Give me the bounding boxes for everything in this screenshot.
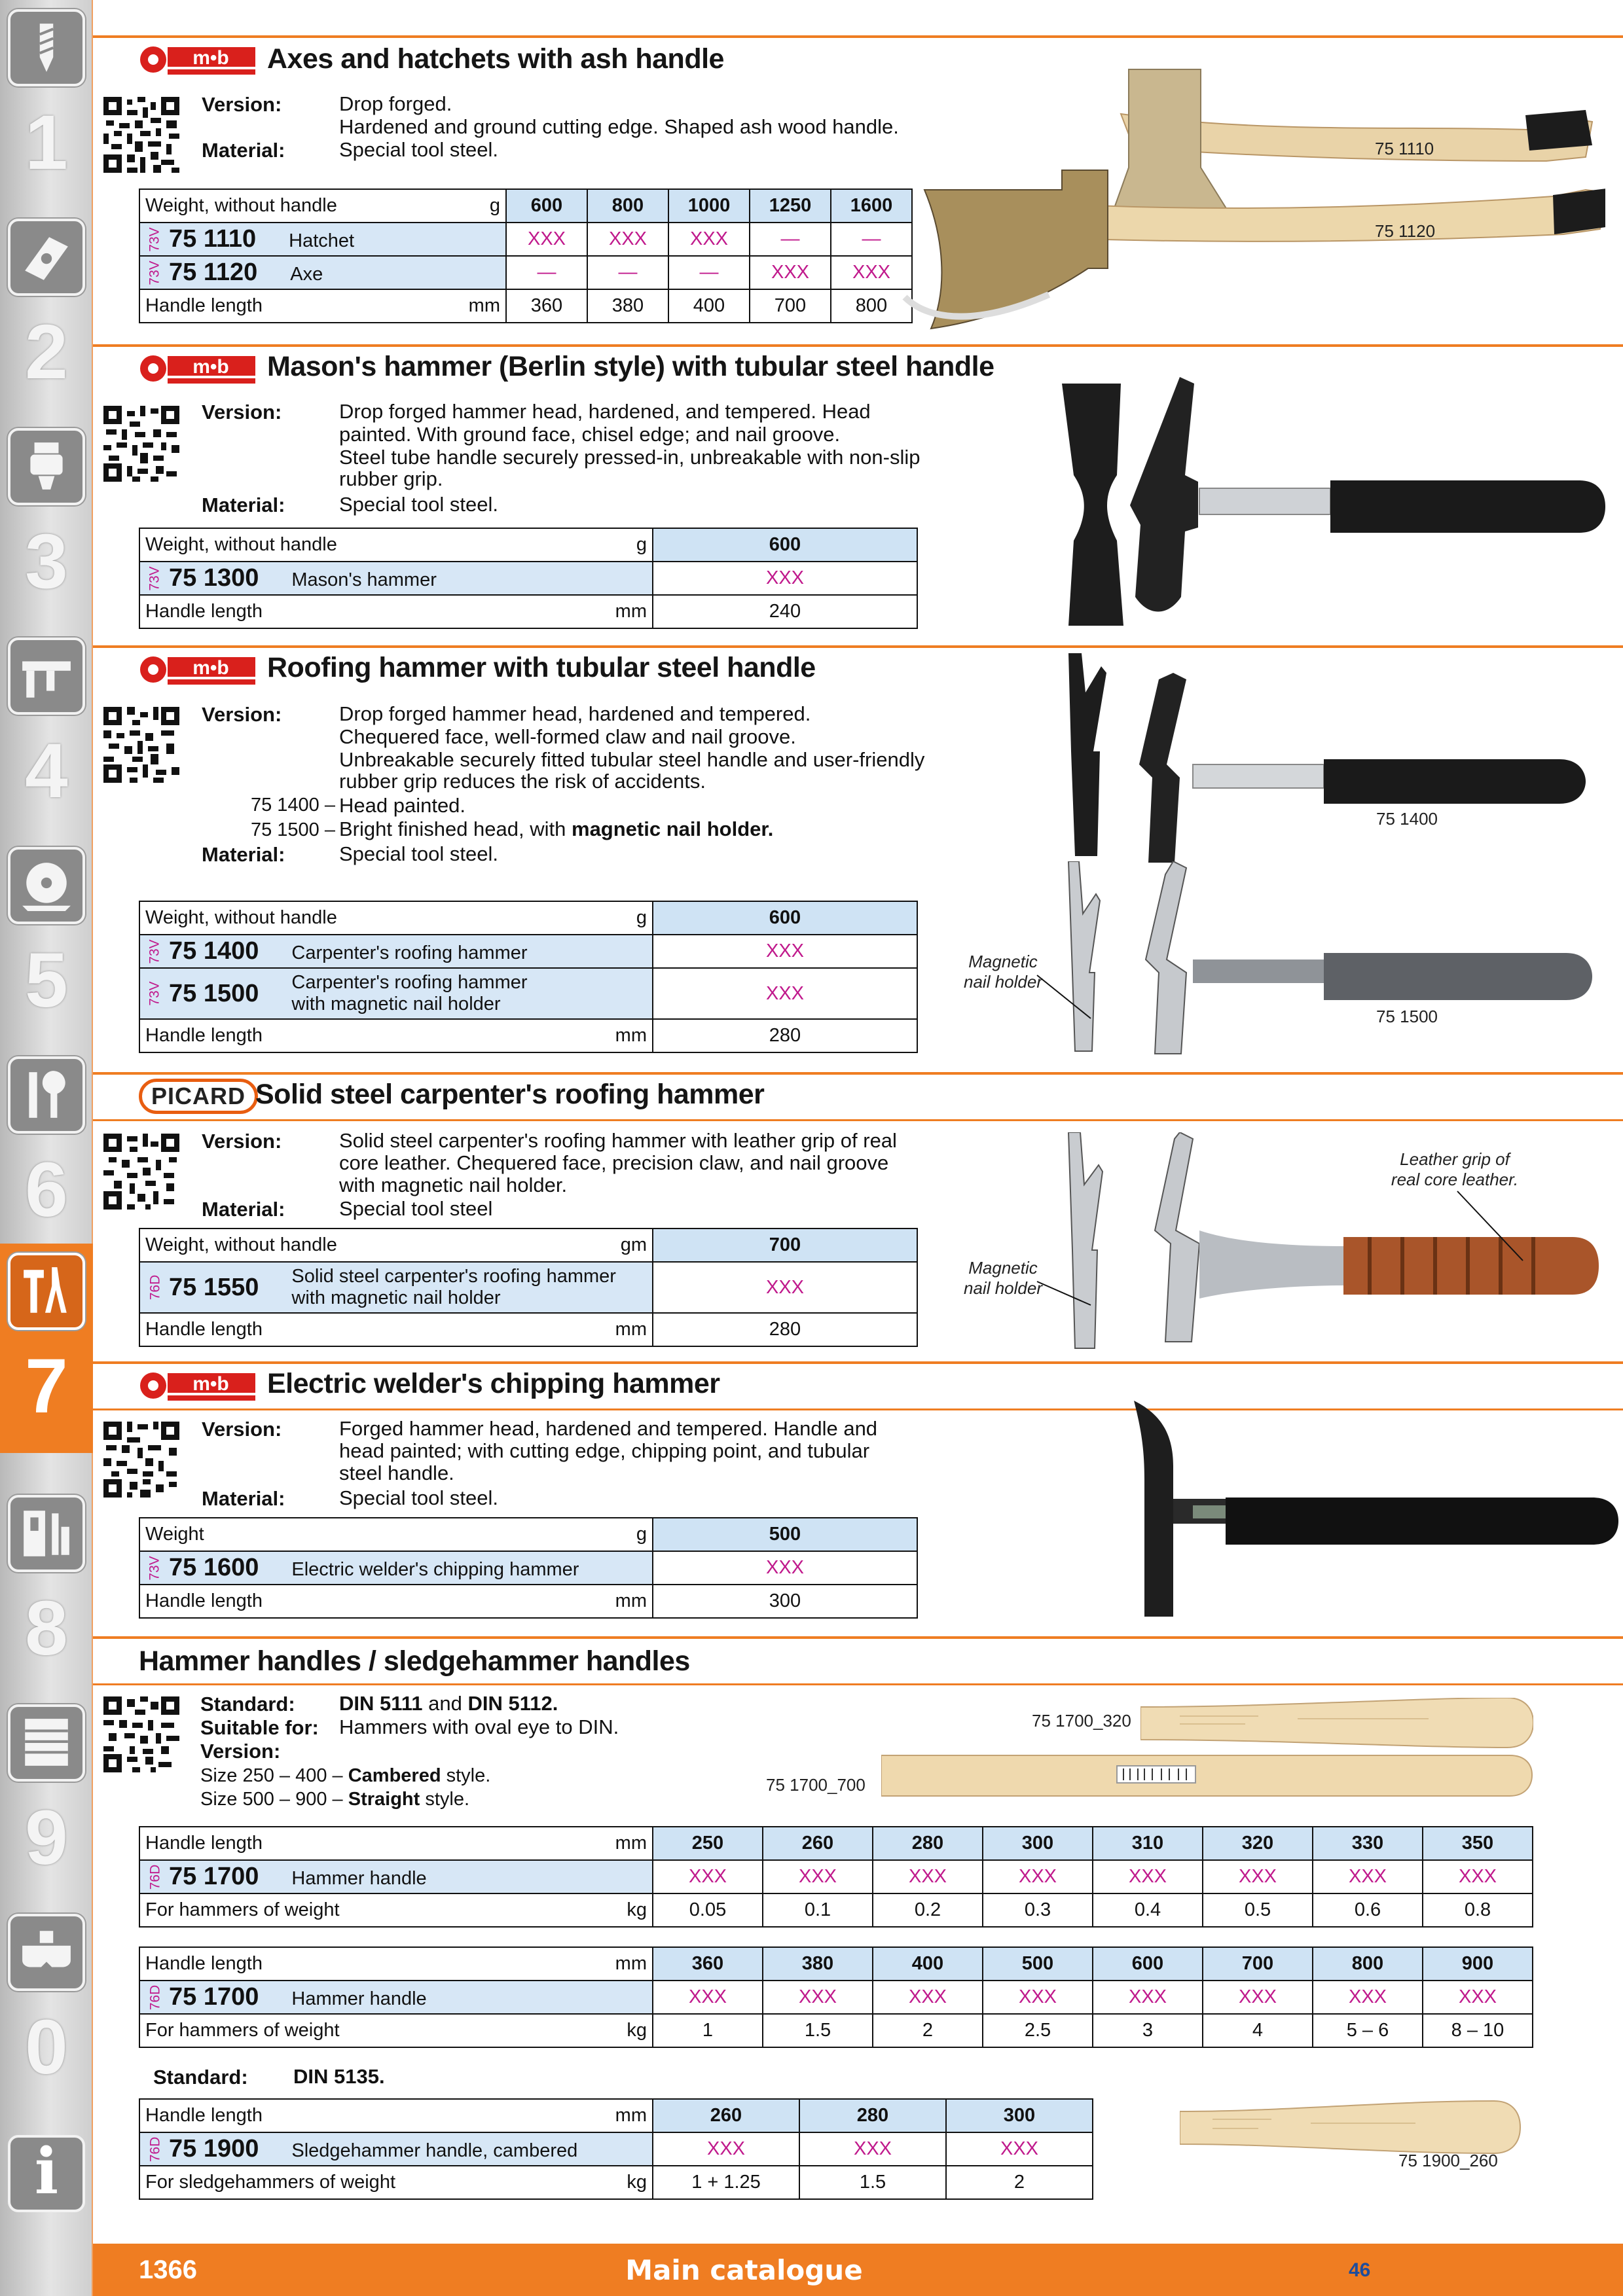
axe-illustration <box>898 62 1605 336</box>
solid-steel-hammer-illustration <box>1049 1132 1623 1355</box>
chapter-number: 5 <box>25 937 68 1024</box>
product-caption: 75 1900_260 <box>1398 2151 1498 2170</box>
table-row[interactable]: 73V 75 1400 Carpenter's roofing hammer XXX <box>139 935 917 968</box>
version-line: steel handle. <box>339 1462 454 1484</box>
suitable-label: Suitable for: <box>200 1716 319 1739</box>
standard-text: DIN 5111 and DIN 5112. <box>339 1692 558 1715</box>
leader-line <box>1036 1279 1101 1312</box>
page-footer <box>93 2244 1623 2296</box>
standard-text: DIN 5135. <box>293 2065 385 2088</box>
variant-text: Head painted. <box>339 794 466 817</box>
material-label: Material: <box>202 1487 285 1510</box>
chapter-tab-3[interactable] <box>0 419 93 628</box>
table-row[interactable]: 76D 75 1700 Hammer handle XXX XXX XXX XXX XXX XXX XXX XXX <box>139 1981 1533 2014</box>
version-line: Drop forged hammer head, hardened, and tempered. Head <box>339 400 871 423</box>
table-row[interactable]: 76D 75 1550 Solid steel carpenter's roofing hammer with magnetic nail holder XXX <box>139 1262 917 1313</box>
section-masons-hammer <box>93 344 1623 645</box>
product-caption: 75 1110 <box>1375 139 1434 158</box>
table-row[interactable]: 73V 75 1600 Electric welder's chipping hammer XXX <box>139 1551 917 1585</box>
material-text: Special tool steel. <box>339 842 498 865</box>
hammer-handle-320-illustration <box>1140 1698 1533 1749</box>
section-chipping-hammer <box>93 1361 1623 1636</box>
chapter-tab-6[interactable] <box>0 1047 93 1257</box>
masons-hammer-illustration <box>1042 377 1623 639</box>
chapter-tab-1[interactable] <box>0 0 93 209</box>
drill-bit-icon <box>8 9 85 86</box>
hammer-handle-700-illustration <box>881 1751 1533 1800</box>
section-solid-steel-roofing-hammer <box>93 1072 1623 1361</box>
spec-table-axes: Weight, without handle g 600 800 1000 1250 1600 73V 75 1110 Hatchet XXX XXX XXX — — 73V 75 1120 Axe — — — XXX XXX Handle length mm 360 380 400 700 800 <box>139 188 913 323</box>
qr-code[interactable] <box>103 1696 179 1772</box>
product-caption: 75 1700_320 <box>1032 1711 1131 1731</box>
chapter-number: 0 <box>25 2004 68 2090</box>
spec-table-masons-hammer: Weight, without handle g 600 73V 75 1300 Mason's hammer XXX Handle length mm 240 <box>139 528 918 629</box>
suitable-text: Hammers with oval eye to DIN. <box>339 1715 619 1738</box>
standard-label: Standard: <box>153 2066 248 2089</box>
version-label: Version: <box>202 93 282 116</box>
variant-prefix: 75 1500 – <box>250 819 335 840</box>
toolholder-icon <box>8 428 85 505</box>
roofing-hammer-1400-illustration <box>1049 653 1623 863</box>
chipping-hammer-illustration <box>1134 1401 1623 1636</box>
chapter-number: 8 <box>25 1585 68 1672</box>
wrench-icon <box>8 1056 85 1134</box>
material-label: Material: <box>202 493 285 516</box>
section-title: Electric welder's chipping hammer <box>267 1368 720 1399</box>
version-line: Hardened and ground cutting edge. Shaped ash wood handle. <box>339 115 899 138</box>
chapter-number: 2 <box>25 309 68 395</box>
annotation-magnetic-nail-holder: Magnetic nail holder <box>964 1258 1042 1298</box>
annotation-leather-grip: Leather grip of real core leather. <box>1391 1149 1519 1189</box>
chapter-sidebar <box>0 0 93 2296</box>
grinding-disc-icon <box>8 847 85 924</box>
section-divider <box>93 1072 1623 1075</box>
spec-table-solid-steel: Weight, without handle gm 700 76D 75 1550 Solid steel carpenter's roofing hammer with magnetic nail holder XXX Handle length mm 280 <box>139 1228 918 1347</box>
version-label: Version: <box>200 1740 281 1763</box>
qr-code[interactable] <box>103 97 179 173</box>
version-line: core leather. Chequered face, precision claw, and nail groove <box>339 1151 889 1174</box>
version-line: Drop forged hammer head, hardened and tempered. <box>339 702 811 725</box>
product-caption: 75 1500 <box>1376 1007 1438 1026</box>
material-text: Special tool steel <box>339 1197 493 1220</box>
chapter-tab-5[interactable] <box>0 838 93 1047</box>
version-line: Unbreakable securely fitted tubular steel handle and user-friendly <box>339 748 925 771</box>
section-divider <box>93 35 1623 38</box>
variant-text: Bright finished head, with magnetic nail holder. <box>339 817 774 840</box>
section-title: Axes and hatchets with ash handle <box>267 43 724 75</box>
section-title: Solid steel carpenter's roofing hammer <box>255 1079 765 1110</box>
chapter-number: 1 <box>25 99 68 186</box>
section-title: Mason's hammer (Berlin style) with tubular steel handle <box>267 351 994 382</box>
catalogue-title: Main catalogue <box>625 2254 863 2286</box>
spec-table-roofing-hammer: Weight, without handle g 600 73V 75 1400 Carpenter's roofing hammer XXX 73V 75 1500 Carpenter's roofing hammer with magnetic nail holder XXX Handle length mm 280 <box>139 901 918 1053</box>
info-tab[interactable]: i <box>8 2135 85 2212</box>
section-hammer-handles <box>93 1636 1623 2225</box>
workshop-tools-icon <box>8 1495 85 1572</box>
qr-code[interactable] <box>103 1134 179 1210</box>
picard-brand-logo: PICARD <box>139 1079 258 1114</box>
table-row[interactable]: 76D 75 1900 Sledgehammer handle, cambered XXX XXX XXX <box>139 2132 1093 2166</box>
size-line: Size 250 – 400 – Cambered style. <box>200 1765 491 1786</box>
table-row[interactable]: 73V 75 1110 Hatchet XXX XXX XXX — — <box>139 223 912 256</box>
section-divider <box>93 645 1623 648</box>
version-line: Forged hammer head, hardened and tempered. Handle and <box>339 1417 878 1440</box>
version-line: Chequered face, well-formed claw and nail groove. <box>339 725 796 748</box>
qr-code[interactable] <box>103 1422 179 1498</box>
cutting-insert-icon <box>8 219 85 296</box>
chapter-number: 7 <box>25 1343 68 1429</box>
spec-table-hammer-handles-2: Handle length mm 360 380 400 500 600 700 800 900 76D 75 1700 Hammer handle XXX XXX XXX XXX XXX XXX XXX XXX For hammers of weight kg 1 1.5 2 2.5 3 4 5 – 6 8 – 10 <box>139 1946 1533 2048</box>
svg-text:m•b: m•b <box>192 1373 229 1395</box>
section-divider <box>93 1361 1623 1364</box>
roofing-hammer-1500-illustration <box>1049 861 1623 1058</box>
chapter-number: 4 <box>25 728 68 814</box>
variant-prefix: 75 1400 – <box>250 795 335 816</box>
size-line: Size 500 – 900 – Straight style. <box>200 1789 470 1810</box>
qr-code[interactable] <box>103 707 179 783</box>
version-line: Solid steel carpenter's roofing hammer with leather grip of real <box>339 1129 897 1152</box>
chapter-tab-7[interactable] <box>0 1244 93 1453</box>
svg-text:m•b: m•b <box>192 47 229 69</box>
material-text: Special tool steel. <box>339 493 498 516</box>
section-subdivider <box>93 1119 1623 1121</box>
version-line: Drop forged. <box>339 92 452 115</box>
mb-brand-logo <box>139 351 257 386</box>
chapter-tab-9[interactable] <box>0 1695 93 1905</box>
material-label: Material: <box>202 139 285 162</box>
table-row[interactable]: 73V 75 1300 Mason's hammer XXX <box>139 562 917 595</box>
version-label: Version: <box>202 703 282 726</box>
edition-number: 46 <box>1349 2259 1371 2281</box>
safety-goggles-icon <box>8 1914 85 1991</box>
svg-text:m•b: m•b <box>192 356 229 378</box>
section-title: Hammer handles / sledgehammer handles <box>139 1645 690 1677</box>
version-line: with magnetic nail holder. <box>339 1174 568 1196</box>
product-caption: 75 1120 <box>1375 221 1436 241</box>
sledgehammer-handle-illustration <box>1180 2100 1533 2156</box>
mb-brand-logo <box>139 42 257 77</box>
product-caption: 75 1700_700 <box>766 1775 866 1795</box>
standard-label: Standard: <box>200 1693 295 1715</box>
material-label: Material: <box>202 1198 285 1221</box>
chapter-tab-8[interactable] <box>0 1486 93 1695</box>
chapter-tab-2[interactable] <box>0 209 93 419</box>
version-label: Version: <box>202 1418 282 1441</box>
table-row[interactable]: 76D 75 1700 Hammer handle XXX XXX XXX XXX XXX XXX XXX XXX <box>139 1860 1533 1893</box>
section-divider <box>93 1636 1623 1639</box>
spec-table-chipping-hammer: Weight g 500 73V 75 1600 Electric welder's chipping hammer XXX Handle length mm 300 <box>139 1517 918 1619</box>
chapter-tab-4[interactable] <box>0 628 93 838</box>
version-label: Version: <box>202 401 282 423</box>
spec-table-sledgehammer-handles: Handle length mm 260 280 300 76D 75 1900 Sledgehammer handle, cambered XXX XXX XXX For sledgehammers of weight kg 1 + 1.25 1.5 2 <box>139 2098 1093 2200</box>
spec-table-hammer-handles-1: Handle length mm 250 260 280 300 310 320 330 350 76D 75 1700 Hammer handle XXX XXX XXX XXX XXX XXX XXX XXX For hammers of weight kg 0.05 0.1 0.2 0.3 0.4 0.5 0.6 0.8 <box>139 1826 1533 1928</box>
tool-cabinet-icon <box>8 1704 85 1782</box>
section-roofing-hammer <box>93 645 1623 1072</box>
page-number: 1366 <box>139 2255 197 2284</box>
chapter-number: 9 <box>25 1795 68 1881</box>
product-caption: 75 1400 <box>1376 809 1438 829</box>
version-line: rubber grip. <box>339 467 443 490</box>
version-line: Steel tube handle securely pressed-in, unbreakable with non-slip <box>339 446 921 469</box>
version-line: painted. With ground face, chisel edge; and nail groove. <box>339 423 841 446</box>
section-subdivider <box>93 1683 1623 1685</box>
qr-code[interactable] <box>103 406 179 482</box>
material-text: Special tool steel. <box>339 1486 498 1509</box>
leader-line <box>1036 973 1101 1025</box>
caliper-icon <box>8 637 85 715</box>
svg-text:m•b: m•b <box>192 657 229 679</box>
table-row[interactable]: 73V 75 1500 Carpenter's roofing hammer with magnetic nail holder XXX <box>139 968 917 1019</box>
material-label: Material: <box>202 843 285 866</box>
pliers-icon <box>8 1253 85 1330</box>
version-line: rubber grip reduces the risk of accidents. <box>339 770 706 793</box>
chapter-number: 6 <box>25 1147 68 1233</box>
section-divider <box>93 344 1623 347</box>
section-title: Roofing hammer with tubular steel handle <box>267 652 816 683</box>
material-text: Special tool steel. <box>339 138 498 161</box>
version-line: head painted; with cutting edge, chipping point, and tubular <box>339 1439 870 1462</box>
leader-line <box>1455 1189 1533 1267</box>
spec-header: Weight, without handle g <box>139 189 506 223</box>
chapter-number: 3 <box>25 518 68 605</box>
version-label: Version: <box>202 1130 282 1153</box>
chapter-tab-0[interactable] <box>0 1905 93 2114</box>
mb-brand-logo <box>139 652 257 687</box>
annotation-magnetic-nail-holder: Magnetic nail holder <box>964 952 1042 992</box>
section-axes <box>93 35 1623 344</box>
mb-brand-logo <box>139 1368 257 1403</box>
table-row[interactable]: 73V 75 1120 Axe — — — XXX XXX <box>139 256 912 289</box>
